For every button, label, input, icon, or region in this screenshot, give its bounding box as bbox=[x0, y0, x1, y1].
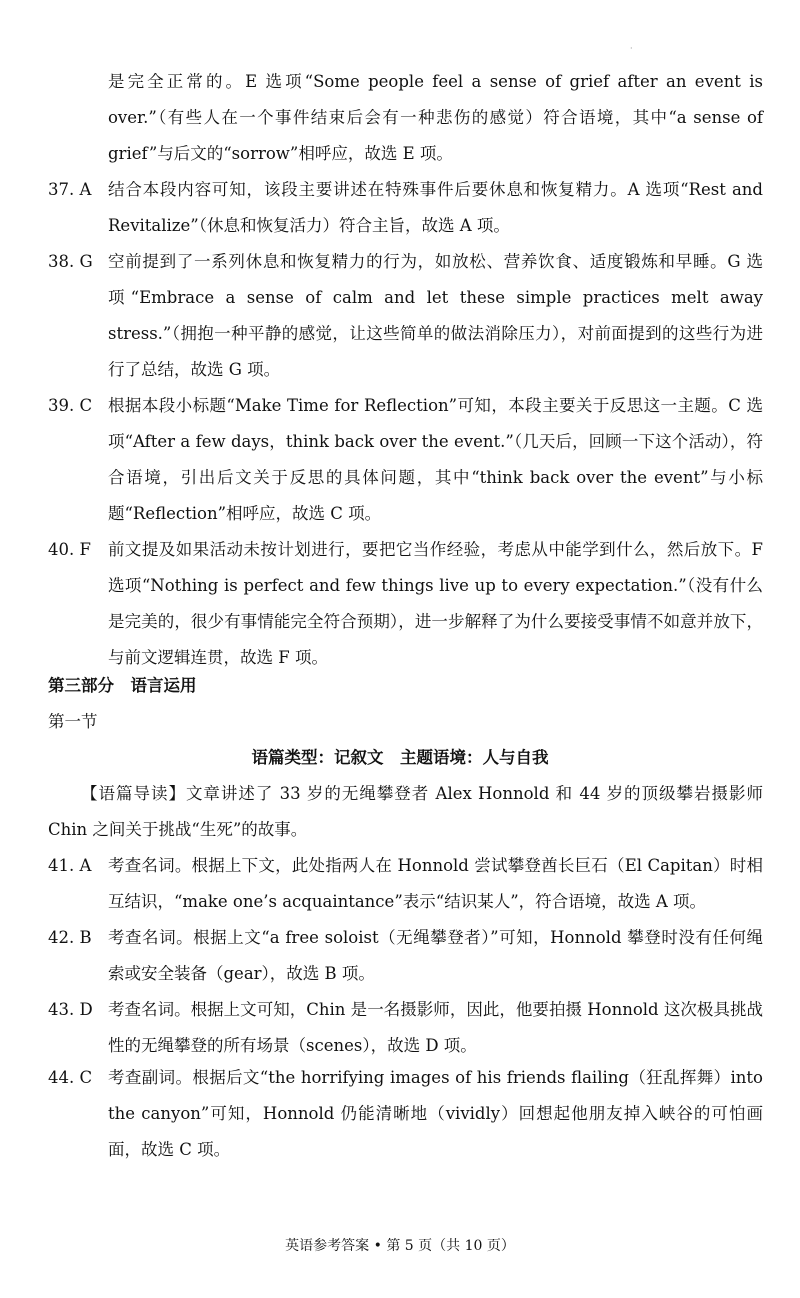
part-heading: 第三部分 语言运用 bbox=[48, 676, 197, 695]
answer-explanation: 前文提及如果活动未按计划进行，要把它当作经验，考虑从中能学到什么，然后放下。F 选项“Nothing is perfect and few things live up to every expectation.”（没有什么是完美的，很少有事情能完全符合预期），进一步解释了为什么要接受事情不如意并放下，与前文逻辑连贯，故选 F 项。 bbox=[108, 540, 763, 667]
answer-item-40 bbox=[48, 532, 763, 676]
answer-item-44 bbox=[48, 1060, 763, 1168]
answer-number: 40. F bbox=[48, 540, 91, 559]
answer-item-42 bbox=[48, 920, 763, 992]
answer-explanation: 结合本段内容可知，该段主要讲述在特殊事件后要休息和恢复精力。A 选项“Rest and Revitalize”（休息和恢复活力）符合主旨，故选 A 项。 bbox=[108, 180, 763, 235]
answer-item-38 bbox=[48, 244, 763, 388]
answer-item-39 bbox=[48, 388, 763, 532]
answer-explanation: 考查名词。根据上文“a free soloist（无绳攀登者）”可知，Honnold 攀登时没有任何绳索或安全装备（gear），故选 B 项。 bbox=[108, 928, 763, 983]
answer-item-37 bbox=[48, 172, 763, 244]
answer-explanation: 考查名词。根据上文可知，Chin 是一名摄影师，因此，他要拍摄 Honnold 这次极具挑战性的无绳攀登的所有场景（scenes），故选 D 项。 bbox=[108, 1000, 763, 1055]
answer-number: 41. A bbox=[48, 856, 92, 875]
answer-number: 43. D bbox=[48, 1000, 93, 1019]
answer-number: 37. A bbox=[48, 180, 92, 199]
genre-heading: 语篇类型：记叙文 主题语境：人与自我 bbox=[251, 748, 549, 767]
page-footer: 英语参考答案 • 第 5 页（共 10 页） bbox=[285, 1238, 515, 1254]
answer-explanation: 根据本段小标题“Make Time for Reflection”可知，本段主要关于反思这一主题。C 选项“After a few days，think back over the event.”（几天后，回顾一下这个活动），符合语境，引出后文关于反思的具体问题，其中“think back over the event”与小标题“Reflection”相呼应，故选 C 项。 bbox=[108, 396, 763, 523]
subsection-heading: 第一节 bbox=[48, 712, 98, 731]
answer-number: 44. C bbox=[48, 1068, 93, 1087]
answer-number: 39. C bbox=[48, 396, 93, 415]
answer-explanation: 考查名词。根据上下文，此处指两人在 Honnold 尝试攀登酋长巨石（El Capitan）时相互结识，“make one’s acquaintance”表示“结识某人”，符合语境，故选 A 项。 bbox=[108, 856, 763, 911]
passage-intro: 【语篇导读】文章讲述了 33 岁的无绳攀登者 Alex Honnold 和 44 岁的顶级攀岩摄影师 Chin 之间关于挑战“生死”的故事。 bbox=[48, 784, 763, 839]
corner-mark: · bbox=[630, 44, 633, 53]
answer-number: 42. B bbox=[48, 928, 92, 947]
answer-item-41 bbox=[48, 848, 763, 920]
answer-item-43 bbox=[48, 992, 763, 1064]
continuation-paragraph: 是完全正常的。E 选项“Some people feel a sense of grief after an event is over.”（有些人在一个事件结束后会有一种悲伤的感觉）符合语境，其中“a sense of grief”与后文的“sorrow”相呼应，故选 E 项。 bbox=[108, 72, 763, 163]
answer-explanation: 考查副词。根据后文“the horrifying images of his friends flailing（狂乱挥舞）into the canyon”可知，Honnold 仍能清晰地（vividly）回想起他朋友掉入峡谷的可怕画面，故选 C 项。 bbox=[108, 1068, 763, 1159]
answer-number: 38. G bbox=[48, 252, 93, 271]
answer-explanation: 空前提到了一系列休息和恢复精力的行为，如放松、营养饮食、适度锻炼和早睡。G 选项“Embrace a sense of calm and let these simple practices melt away stress.”（拥抱一种平静的感觉，让这些简单的做法消除压力），对前面提到的这些行为进行了总结，故选 G 项。 bbox=[108, 252, 763, 379]
